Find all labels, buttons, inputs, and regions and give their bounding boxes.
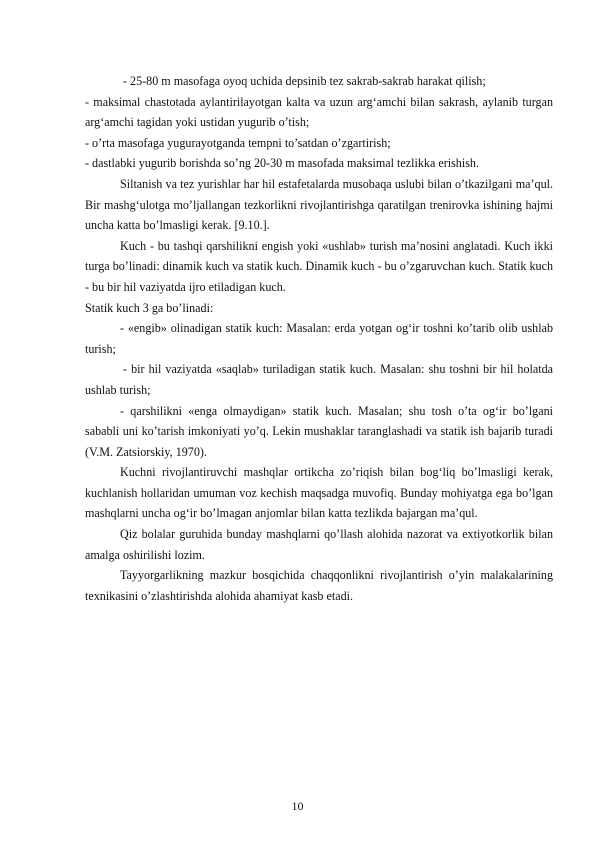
paragraph-chaqqonlik: Tayyorgarlikning mazkur bosqichida chaqqonlikni rivojlantirish o’yin malakalarining texnikasini o’zlashtirishda alohida ahamiyat kasb etadi. [85,568,553,603]
paragraph-qiz-bolalar: Qiz bolalar guruhida bunday mashqlarni qo’llash alohida nazorat va extiyotkorlik bilan amalga oshirilishi lozim. [85,527,553,562]
paragraph-kuchni-rivojlantirish: Kuchni rivojlantiruvchi mashqlar ortikcha zo’riqish bilan bog‘liq bo’lmasligi kerak, kuchlanish hollaridan umuman voz kechish maqsadga muvofiq. Bunday mohiyatga ega bo’lgan mashqlarni uncha og‘ir bo’lmagan anjomlar bilan katta tezlikda bajargan ma’qul. [85,465,553,521]
paragraph-tempni-ozgartirish: - o’rta masofaga yugurayotganda tempni to’satdan o’zgartirish; [85,135,391,150]
paragraph-maksimal-tezlik: - dastlabki yugurib borishda so’ng 20-30 m masofada maksimal tezlikka erishish. [85,156,479,171]
paragraph-siltanish: Siltanish va tez yurishlar har hil estafetalarda musobaqa uslubi bilan o’tkazilgani ma’qul. Bir mashg‘ulotga mo’ljallangan tezkorlikni rivojlantirishga qaratilgan trenirovka ishining hajmi uncha katta bo’lmasligi kerak. [9.10.]. [85,176,553,233]
paragraph-saqlab-turiladigan: - bir hil vaziyatda «saqlab» turiladigan statik kuch. Masalan: shu toshni bir hil holatda ushlab turish; [85,362,553,397]
paragraph-enga-olmaydigan: - qarshilikni «enga olmaydigan» statik kuch. Masalan; shu tosh o’ta og‘ir bo’lgani sababli uni ko’tarish imkoniyati yo’q. Lekin mushaklar taranglashadi va statik ish bajarib turadi (V.M. Zatsiorskiy, 1970). [85,403,553,459]
paragraph-argamchi-sakrash: - maksimal chastotada aylantirilayotgan kalta va uzun arg‘amchi bilan sakrash, aylanib turgan arg‘amchi tagidan yoki ustidan yugurib o’tish; [85,94,553,130]
paragraph-statik-kuch-turlari: Statik kuch 3 ga bo’linadi: [85,300,214,315]
paragraph-kuch-tarifi: Kuch - bu tashqi qarshilikni engish yoki «ushlab» turish ma’nosini anglatadi. Kuch ikki turga bo’linadi: dinamik kuch va statik kuch. Dinamik kuch - bu o’zgaruvchan kuch. Statik kuch - bu bir hil vaziyatda ijro etiladigan kuch. [85,238,553,294]
paragraph-engib-olinadigan: - «engib» olinadigan statik kuch: Masalan: erda yotgan og‘ir toshni ko’tarib olib ushlab turish; [85,321,553,356]
paragraph-depsinib-sakrash: - 25-80 m masofaga oyoq uchida depsinib tez sakrab-sakrab harakat qilish; [123,74,486,88]
page-number: 10 [291,799,304,813]
document-body [85,71,553,606]
